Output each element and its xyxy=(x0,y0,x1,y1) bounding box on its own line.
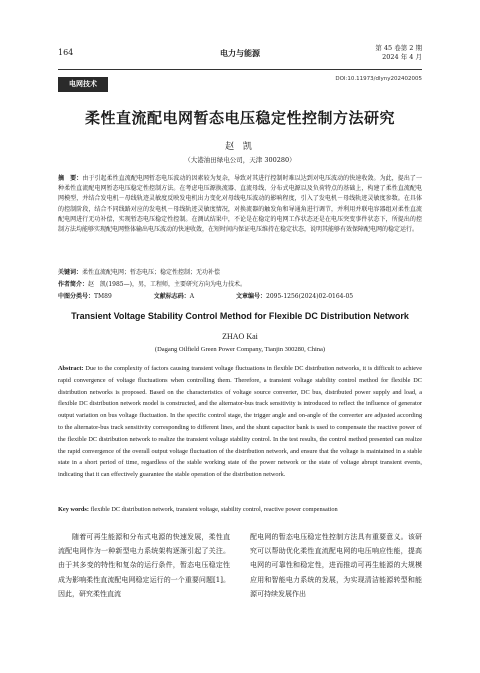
title-cn: 柔性直流配电网暂态电压稳定性控制方法研究 xyxy=(84,109,395,127)
author-cn: 赵 凯 xyxy=(225,142,255,152)
body-column-right xyxy=(250,530,422,601)
title-en: Transient Voltage Stability Control Method for Flexible DC Distribution Network xyxy=(71,311,409,321)
clc-label: 中图分类号： xyxy=(58,293,95,300)
publication-date: 2024 年 4 月 xyxy=(382,53,422,61)
doc-value: A xyxy=(189,293,195,300)
volume-issue: 第 45 卷第 2 期 xyxy=(375,44,422,52)
author-en: ZHAO Kai xyxy=(222,332,258,341)
clc-code xyxy=(58,293,132,300)
volume-info xyxy=(375,44,422,62)
affiliation-en: (Dagang Oilfield Green Power Company, Tianjin 300280, China) xyxy=(154,346,326,353)
abstract-en xyxy=(58,363,422,481)
page-number: 164 xyxy=(58,48,74,57)
doi[interactable]: DOI:10.11973/dlyny202402005 xyxy=(335,76,422,82)
clc-value: TM89 xyxy=(94,293,112,300)
body-paragraph-right: 配电网的暂态电压稳定性控制方法具有重要意义。该研究可以帮助优化柔性直流配电网的电压响应性能，提高电网的可靠性和稳定性，进而推动可再生能源的大规模应用和智能电力系统的发展，为实现清洁能源转型和能源可持续发展作出 xyxy=(250,533,422,598)
body-paragraph-left: 随着可再生能源和分布式电源的快速发展，柔性直流配电网作为一种新型电力系统架构逐渐引起了关注。由于其多变的特性和复杂的运行条件，暂态电压稳定性成为影响柔性直流配电网稳定运行的一个重要问题[1]。因此，研究柔性直流 xyxy=(58,533,230,598)
body-column-left xyxy=(58,530,230,601)
doc-label: 文献标志码： xyxy=(153,293,190,300)
keywords-en xyxy=(58,505,422,515)
abstract-cn xyxy=(58,174,422,235)
abstract-cn-text: 由于引起柔性直流配电网暂态电压波动的因素较为复杂，导致对其进行控制时难以达到对电压波动的快速收敛。为此，提出了一种柔性直流配电网暂态电压稳定性控制方法。在考虑电压源换流器、直流母线、分布式电源以及负荷特点的基础上，构建了柔性直流配电网模型，并结合发电机－母线轨迹灵敏度反映发电机出力变化对母线电压波动的影响程度，引入了发电机－母线轨迹灵敏度参数。在具体的控制阶段，结合不同线路对应的发电机－母线轨迹灵敏度情况，对换流器的触发角和导通角进行调节，并利用并联电容器组对柔性直流配电网进行无功补偿，实现暂态电压稳定性控制。在测试结果中，不论是在稳定的电网工作状态还是在电压突变事件状态下，所提出的控制方法均能够实现配电网整体输出电压波动的快速收敛，在短时间内保证电压维持在稳定状态，说明其能够有效保障配电网的稳定运行。 xyxy=(58,175,422,234)
journal-name: 电力与能源 xyxy=(220,49,260,58)
keywords-en-text: flexible DC distribution network, transient voltage, stability control, reactive power compensation xyxy=(90,506,338,513)
affiliation-cn: （大港油田绿电公司，天津 300280） xyxy=(184,156,296,164)
keywords-cn xyxy=(58,268,422,278)
author-info-text: 赵 凯(1985—)，男，工程师，主要研究方向为电力技术。 xyxy=(88,281,246,288)
abstract-en-label: Abstract: xyxy=(58,365,84,372)
keywords-en-label: Key words: xyxy=(58,506,89,513)
keywords-cn-text: 柔性直流配电网；暂态电压；稳定性控制；无功补偿 xyxy=(82,269,221,276)
category-badge: 电网技术 xyxy=(58,77,108,92)
author-info xyxy=(58,280,422,290)
header-rule xyxy=(58,69,422,70)
article-value: 2095-1256(2024)02-0164-05 xyxy=(266,293,354,300)
classification-row xyxy=(58,292,422,302)
doc-code xyxy=(154,293,214,300)
abstract-en-text: Due to the complexity of factors causing transient voltage fluctuations in flexible DC distribution networks, it is difficult to achieve rapid convergence of voltage fluctuations when controlling them. Therefore, a transient voltage stability control method for flexible DC distribution networks is proposed. Based on the characteristics of voltage source converter, DC bus, distributed power supply and load, a flexible DC distribution network model is constructed, and the alternator-bus track sensitivity is introduced to reflect the influence of generator output variation on bus voltage fluctuation. In the specific control stage, the trigger angle and on-angle of the converter are adjusted according to the alternator-bus track sensitivity corresponding to different lines, and the shunt capacitor bank is used to compensate the reactive power of the flexible DC distribution network to realize the transient voltage stability control. In the test results, the control method presented can realize the rapid convergence of the overall output voltage fluctuation of the distribution network, and ensure that the voltage is maintained in a stable state in a short period of time, regardless of the stable working state of the power network or the state of voltage abrupt transient events, indicating that it can effectively guarantee the stable operation of the distribution network. xyxy=(58,365,423,479)
article-label: 文章编号： xyxy=(236,293,267,300)
page-header xyxy=(58,44,422,66)
article-number xyxy=(236,293,373,300)
author-info-label: 作者简介： xyxy=(58,281,89,288)
abstract-cn-label: 摘 要： xyxy=(58,175,83,182)
keywords-cn-label: 关键词： xyxy=(58,269,83,276)
